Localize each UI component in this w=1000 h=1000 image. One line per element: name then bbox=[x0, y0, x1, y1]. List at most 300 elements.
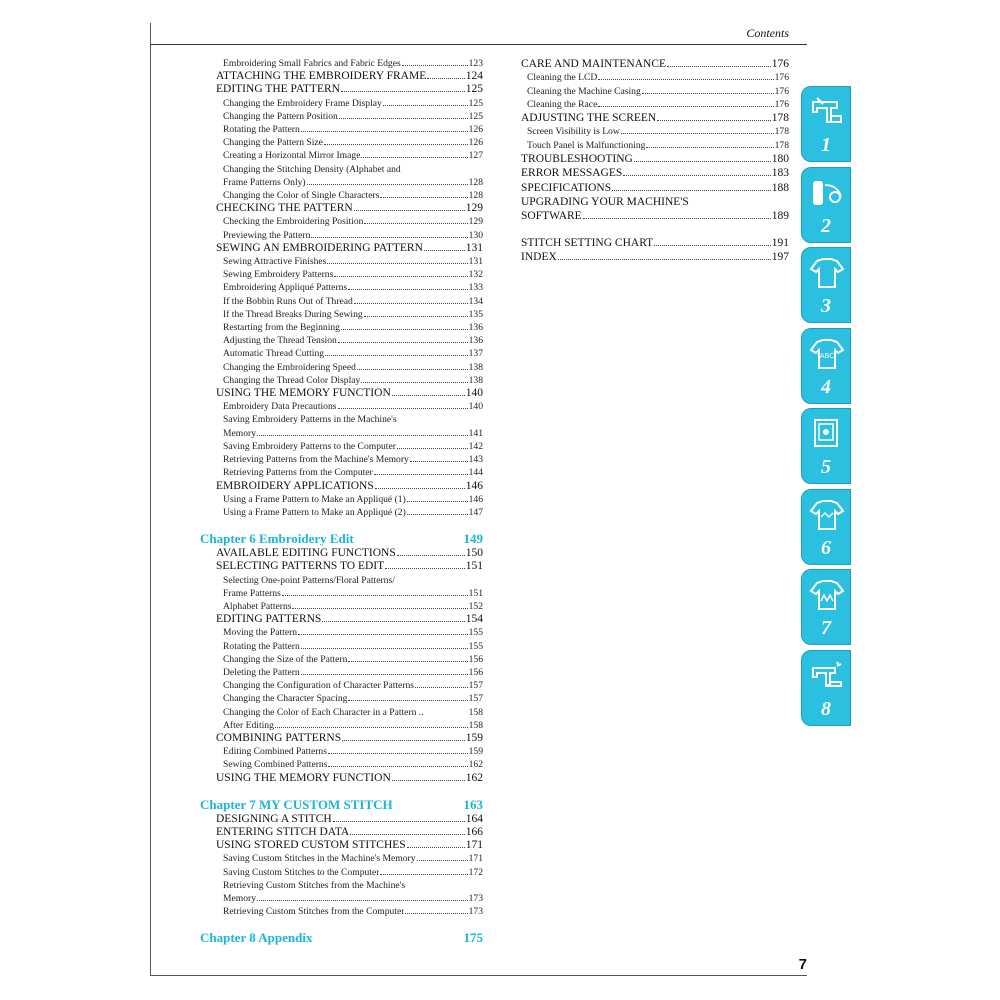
toc-entry[interactable] bbox=[200, 374, 483, 387]
toc-leader-dots bbox=[361, 382, 467, 383]
toc-leader-dots bbox=[558, 259, 771, 260]
toc-entry-page: 138 bbox=[468, 374, 483, 386]
toc-entry-page: 180 bbox=[771, 152, 789, 165]
toc-entry[interactable] bbox=[200, 347, 483, 360]
toc-entry-page: 147 bbox=[468, 506, 483, 518]
toc-entry-page: 188 bbox=[771, 181, 789, 194]
toc-entry-title: Retrieving Patterns from the Computer bbox=[223, 467, 373, 479]
toc-entry-title: Retrieving Custom Stitches from the Computer bbox=[223, 906, 405, 918]
toc-leader-dots bbox=[415, 687, 468, 688]
toc-leader-dots bbox=[257, 900, 468, 901]
toc-entry[interactable] bbox=[200, 547, 483, 560]
toc-leader-dots bbox=[342, 740, 465, 741]
toc-entry[interactable] bbox=[521, 250, 789, 264]
header-rule bbox=[151, 44, 807, 45]
toc-entry[interactable] bbox=[200, 679, 483, 692]
toc-entry-page: 156 bbox=[468, 653, 483, 665]
toc-entry[interactable] bbox=[200, 427, 483, 440]
toc-entry-title: EDITING PATTERNS bbox=[216, 613, 322, 626]
toc-entry-title: Changing the Configuration of Character Patterns bbox=[223, 680, 415, 692]
toc-entry-title: Adjusting the Thread Tension bbox=[223, 335, 337, 347]
toc-entry[interactable] bbox=[200, 600, 483, 613]
toc-entry[interactable] bbox=[200, 905, 483, 918]
toc-leader-dots bbox=[350, 834, 465, 835]
toc-entry[interactable] bbox=[200, 826, 483, 839]
toc-entry-title: If the Bobbin Runs Out of Thread bbox=[223, 295, 353, 307]
chapter-tab-number: 8 bbox=[821, 697, 831, 720]
toc-entry-title: Selecting One-point Patterns/Floral Patterns/ bbox=[223, 574, 395, 586]
toc-entry-page: 136 bbox=[468, 335, 483, 347]
toc-entry[interactable] bbox=[521, 85, 789, 98]
toc-entry-page: 125 bbox=[468, 97, 483, 109]
toc-leader-dots bbox=[646, 147, 773, 148]
toc-entry-title: Frame Patterns Only) bbox=[223, 176, 306, 188]
toc-entry-title: Changing the Color of Each Character in a Pattern .. bbox=[223, 706, 424, 718]
toc-entry[interactable] bbox=[200, 281, 483, 294]
toc-entry[interactable] bbox=[200, 123, 483, 136]
toc-leader-dots bbox=[354, 303, 468, 304]
toc-entry[interactable] bbox=[521, 236, 789, 250]
chapter-tab-2[interactable] bbox=[801, 167, 851, 243]
toc-leader-dots bbox=[301, 674, 468, 675]
toc-leader-dots bbox=[298, 634, 468, 635]
toc-entry-page: 197 bbox=[771, 251, 789, 264]
toc-entry[interactable] bbox=[200, 466, 483, 479]
toc-entry-title: ADJUSTING THE SCREEN bbox=[521, 112, 657, 125]
toc-leader-dots bbox=[364, 316, 468, 317]
toc-leader-dots bbox=[257, 435, 468, 436]
toc-entry[interactable] bbox=[200, 255, 483, 268]
toc-entry-title: After Editing bbox=[223, 719, 274, 731]
toc-entry-title: SELECTING PATTERNS TO EDIT bbox=[216, 560, 385, 573]
toc-leader-dots bbox=[364, 223, 467, 224]
toc-entry-title: ATTACHING THE EMBROIDERY FRAME bbox=[216, 70, 427, 83]
toc-entry-page: 124 bbox=[465, 70, 483, 83]
toc-entry-title: Saving Custom Stitches in the Machine's Memory bbox=[223, 853, 416, 865]
toc-leader-dots bbox=[392, 780, 465, 781]
chapter-tab-3[interactable] bbox=[801, 247, 851, 323]
toc-leader-dots bbox=[397, 555, 465, 556]
toc-entry-title: Changing the Color of Single Characters bbox=[223, 190, 380, 202]
toc-entry[interactable] bbox=[200, 692, 483, 705]
toc-entry-title: Using a Frame Pattern to Make an Appliqué (2) bbox=[223, 506, 406, 518]
toc-entry-page: 150 bbox=[465, 547, 483, 560]
toc-entry[interactable] bbox=[200, 772, 483, 785]
edit-shirt-icon bbox=[809, 497, 845, 533]
toc-entry-title: USING THE MEMORY FUNCTION bbox=[216, 387, 391, 400]
toc-entry[interactable] bbox=[200, 506, 483, 519]
toc-leader-dots bbox=[327, 263, 467, 264]
toc-entry-page: 158 bbox=[468, 706, 483, 718]
toc-leader-dots bbox=[333, 821, 465, 822]
toc-entry-title: USING STORED CUSTOM STITCHES bbox=[216, 839, 406, 852]
toc-entry[interactable] bbox=[521, 181, 789, 195]
toc-entry-title: INDEX bbox=[521, 251, 557, 264]
toc-entry-page: 178 bbox=[774, 139, 789, 151]
toc-entry-title: EDITING THE PATTERN bbox=[216, 83, 340, 96]
toc-entry-title: Cleaning the LCD bbox=[527, 72, 598, 84]
toc-entry-title: CHECKING THE PATTERN bbox=[216, 202, 353, 215]
toc-left-column bbox=[200, 57, 483, 946]
toc-entry-page: 159 bbox=[468, 746, 483, 758]
toc-entry-page: 178 bbox=[774, 126, 789, 138]
toc-entry-title: Screen Visibility is Low bbox=[527, 126, 620, 138]
toc-entry-page: 135 bbox=[468, 308, 483, 320]
toc-entry-title: Sewing Combined Patterns bbox=[223, 759, 328, 771]
toc-entry[interactable] bbox=[200, 745, 483, 758]
toc-leader-dots bbox=[424, 250, 465, 251]
toc-entry-page: 133 bbox=[468, 282, 483, 294]
toc-entry-title: Creating a Horizontal Mirror Image bbox=[223, 150, 361, 162]
toc-leader-dots bbox=[301, 648, 468, 649]
toc-entry[interactable] bbox=[521, 166, 789, 180]
toc-leader-dots bbox=[375, 488, 465, 489]
toc-leader-dots bbox=[301, 131, 468, 132]
toc-right-column bbox=[521, 57, 789, 265]
toc-entry[interactable] bbox=[200, 587, 483, 600]
toc-entry-title: UPGRADING YOUR MACHINE'S bbox=[521, 196, 689, 209]
toc-entry[interactable] bbox=[200, 839, 483, 852]
toc-entry-title: Rotating the Pattern bbox=[223, 124, 300, 136]
toc-entry-page: 171 bbox=[465, 839, 483, 852]
toc-entry[interactable] bbox=[200, 852, 483, 865]
toc-leader-dots bbox=[598, 106, 773, 107]
toc-entry[interactable] bbox=[200, 626, 483, 639]
toc-entry[interactable] bbox=[521, 111, 789, 125]
toc-entry-page: 125 bbox=[468, 110, 483, 122]
toc-entry[interactable] bbox=[200, 866, 483, 879]
toc-entry[interactable] bbox=[521, 98, 789, 111]
toc-entry-page: 130 bbox=[468, 229, 483, 241]
toc-leader-dots bbox=[322, 621, 464, 622]
toc-leader-dots bbox=[361, 157, 467, 158]
custom-stitch-shirt-icon bbox=[809, 577, 845, 613]
toc-entry-page: 127 bbox=[468, 150, 483, 162]
toc-entry[interactable] bbox=[200, 574, 483, 587]
chapter-tab-number: 1 bbox=[821, 134, 831, 156]
toc-entry-title: SEWING AN EMBROIDERING PATTERN bbox=[216, 241, 423, 254]
toc-entry-page: 191 bbox=[771, 236, 789, 249]
toc-entry-title: Memory bbox=[223, 427, 257, 439]
toc-entry-page: 183 bbox=[771, 167, 789, 180]
toc-entry[interactable] bbox=[200, 813, 483, 826]
toc-entry-title: Moving the Pattern bbox=[223, 627, 298, 639]
toc-entry-title: SPECIFICATIONS bbox=[521, 181, 612, 194]
toc-entry[interactable] bbox=[521, 125, 789, 138]
toc-entry-title: Chapter 8 Appendix bbox=[200, 930, 313, 946]
toc-entry[interactable] bbox=[200, 493, 483, 506]
toc-leader-dots bbox=[354, 210, 465, 211]
toc-entry-page: 136 bbox=[468, 322, 483, 334]
toc-leader-dots bbox=[357, 369, 468, 370]
sewing-machine-icon bbox=[809, 94, 845, 130]
toc-entry[interactable] bbox=[200, 242, 483, 255]
toc-entry-title: ENTERING STITCH DATA bbox=[216, 825, 350, 838]
toc-entry-title: Restarting from the Beginning bbox=[223, 322, 340, 334]
toc-entry-title: Changing the Size of the Pattern bbox=[223, 653, 348, 665]
toc-leader-dots bbox=[402, 65, 468, 66]
toc-entry-title: Saving Custom Stitches to the Computer bbox=[223, 866, 380, 878]
chapter-tab-6[interactable] bbox=[801, 489, 851, 565]
toc-leader-dots bbox=[667, 66, 771, 67]
toc-entry[interactable] bbox=[200, 613, 483, 626]
toc-entry-page: 123 bbox=[468, 58, 483, 69]
toc-spacer bbox=[200, 519, 483, 531]
toc-entry-title: EMBROIDERY APPLICATIONS bbox=[216, 479, 374, 492]
toc-entry-title: Frame Patterns bbox=[223, 587, 281, 599]
toc-leader-dots bbox=[325, 355, 468, 356]
toc-entry[interactable] bbox=[200, 361, 483, 374]
toc-entry-page: 126 bbox=[468, 124, 483, 136]
toc-leader-dots bbox=[341, 329, 468, 330]
toc-entry[interactable] bbox=[200, 83, 483, 96]
toc-entry-page: 151 bbox=[468, 587, 483, 599]
toc-entry[interactable] bbox=[521, 57, 789, 71]
toc-entry-page: 125 bbox=[465, 83, 483, 96]
toc-entry[interactable] bbox=[200, 892, 483, 905]
toc-entry[interactable] bbox=[521, 195, 789, 209]
toc-entry-page: 140 bbox=[468, 401, 483, 413]
toc-leader-dots bbox=[598, 79, 773, 80]
toc-entry-title: Changing the Pattern Position bbox=[223, 110, 338, 122]
toc-entry-title: Saving Embroidery Patterns in the Machine's bbox=[223, 414, 397, 426]
toc-leader-dots bbox=[407, 501, 468, 502]
toc-entry-title: If the Thread Breaks During Sewing bbox=[223, 308, 363, 320]
toc-entry[interactable] bbox=[200, 110, 483, 123]
chapter-tab-number: 4 bbox=[821, 375, 831, 398]
toc-entry-title: Changing the Thread Color Display bbox=[223, 374, 361, 386]
toc-entry[interactable] bbox=[200, 453, 483, 466]
toc-leader-dots bbox=[657, 120, 771, 121]
toc-entry[interactable] bbox=[521, 71, 789, 84]
toc-entry-title: Saving Embroidery Patterns to the Computer bbox=[223, 440, 396, 452]
toc-leader-dots bbox=[397, 448, 468, 449]
toc-entry-title: Changing the Stitching Density (Alphabet and bbox=[223, 163, 401, 175]
toc-entry[interactable] bbox=[200, 758, 483, 771]
toc-entry-page: 176 bbox=[771, 58, 789, 70]
abc-shirt-icon bbox=[809, 336, 845, 372]
toc-entry[interactable] bbox=[200, 149, 483, 162]
toc-entry[interactable] bbox=[200, 400, 483, 413]
toc-entry-title: Using a Frame Pattern to Make an Appliqué (1) bbox=[223, 493, 406, 505]
toc-chapter-heading[interactable] bbox=[200, 930, 483, 946]
toc-entry[interactable] bbox=[521, 139, 789, 152]
toc-leader-dots bbox=[339, 118, 468, 119]
toc-leader-dots bbox=[383, 105, 468, 106]
toc-entry-title: Sewing Embroidery Patterns bbox=[223, 269, 334, 281]
toc-entry-page: 162 bbox=[465, 771, 483, 784]
toc-entry-title: Automatic Thread Cutting bbox=[223, 348, 325, 360]
toc-entry-page: 131 bbox=[465, 241, 483, 254]
chapter-tab-4[interactable] bbox=[801, 328, 851, 404]
toc-leader-dots bbox=[427, 78, 465, 79]
toc-leader-dots bbox=[341, 91, 465, 92]
toc-entry-title: DESIGNING A STITCH bbox=[216, 812, 332, 825]
toc-entry[interactable] bbox=[200, 413, 483, 426]
toc-leader-dots bbox=[328, 766, 467, 767]
toc-entry-page: 134 bbox=[468, 295, 483, 307]
toc-entry-page: 166 bbox=[465, 825, 483, 838]
toc-entry-title: AVAILABLE EDITING FUNCTIONS bbox=[216, 547, 396, 560]
toc-entry[interactable] bbox=[200, 202, 483, 215]
toc-entry-title: Alphabet Patterns bbox=[223, 600, 292, 612]
toc-entry-title: Memory bbox=[223, 892, 257, 904]
toc-entry[interactable] bbox=[200, 879, 483, 892]
toc-entry[interactable] bbox=[200, 215, 483, 228]
toc-entry[interactable] bbox=[521, 209, 789, 223]
toc-entry[interactable] bbox=[200, 480, 483, 493]
toc-entry[interactable] bbox=[200, 440, 483, 453]
toc-leader-dots bbox=[380, 197, 467, 198]
toc-leader-dots bbox=[623, 175, 770, 176]
toc-entry[interactable] bbox=[200, 70, 483, 83]
toc-entry[interactable] bbox=[200, 189, 483, 202]
chapter-tab-number: 2 bbox=[821, 214, 831, 237]
chapter-tab-7[interactable] bbox=[801, 569, 851, 645]
toc-entry[interactable] bbox=[200, 295, 483, 308]
toc-entry-title: Rotating the Pattern bbox=[223, 640, 300, 652]
toc-entry-page: 126 bbox=[468, 137, 483, 149]
toc-entry-page: 164 bbox=[465, 812, 483, 825]
toc-entry-title: Embroidery Data Precautions bbox=[223, 401, 337, 413]
toc-entry-title: TROUBLESHOOTING bbox=[521, 152, 633, 165]
toc-entry[interactable] bbox=[200, 163, 483, 176]
toc-entry-title: USING THE MEMORY FUNCTION bbox=[216, 771, 391, 784]
toc-entry[interactable] bbox=[200, 268, 483, 281]
toc-leader-dots bbox=[334, 276, 467, 277]
toc-leader-dots bbox=[282, 595, 468, 596]
toc-entry[interactable] bbox=[200, 334, 483, 347]
toc-leader-dots bbox=[292, 608, 467, 609]
toc-entry-title: COMBINING PATTERNS bbox=[216, 731, 342, 744]
toc-leader-dots bbox=[410, 461, 468, 462]
toc-leader-dots bbox=[380, 874, 467, 875]
chapter-tab-8[interactable] bbox=[801, 650, 851, 726]
toc-entry-title: Changing the Pattern Size bbox=[223, 137, 323, 149]
toc-leader-dots bbox=[324, 144, 468, 145]
toc-leader-dots bbox=[634, 161, 771, 162]
toc-leader-dots bbox=[405, 913, 467, 914]
t-shirt-icon bbox=[809, 255, 845, 291]
toc-entry[interactable] bbox=[200, 176, 483, 189]
toc-entry-page: 129 bbox=[465, 202, 483, 215]
toc-entry-title: Changing the Embroidering Speed bbox=[223, 361, 356, 373]
toc-entry-page: 149 bbox=[463, 531, 483, 547]
toc-leader-dots bbox=[348, 661, 467, 662]
chapter-tab-5[interactable] bbox=[801, 408, 851, 484]
toc-entry-title: Changing the Embroidery Frame Display bbox=[223, 97, 382, 109]
toc-entry-page: 176 bbox=[774, 72, 789, 84]
toc-entry[interactable] bbox=[200, 321, 483, 334]
toc-leader-dots bbox=[407, 847, 465, 848]
toc-entry-page: 141 bbox=[468, 427, 483, 439]
toc-entry-page: 131 bbox=[468, 256, 483, 268]
toc-chapter-heading[interactable] bbox=[200, 797, 483, 813]
toc-entry-title: Cleaning the Race bbox=[527, 98, 598, 110]
toc-leader-dots bbox=[392, 395, 465, 396]
toc-entry-title: Previewing the Pattern bbox=[223, 229, 311, 241]
toc-entry[interactable] bbox=[521, 152, 789, 166]
toc-leader-dots bbox=[583, 218, 771, 219]
toc-entry-page: 171 bbox=[468, 853, 483, 865]
toc-entry[interactable] bbox=[200, 732, 483, 745]
toc-entry[interactable] bbox=[200, 719, 483, 732]
toc-entry-title: Retrieving Patterns from the Machine's Memory bbox=[223, 454, 409, 466]
toc-entry[interactable] bbox=[200, 640, 483, 653]
toc-leader-dots bbox=[654, 245, 771, 246]
toc-leader-dots bbox=[307, 184, 468, 185]
toc-entry[interactable] bbox=[200, 136, 483, 149]
toc-entry-page: 155 bbox=[468, 640, 483, 652]
toc-entry[interactable] bbox=[200, 653, 483, 666]
toc-entry-page: 137 bbox=[468, 348, 483, 360]
toc-entry-title: Deleting the Pattern bbox=[223, 666, 300, 678]
toc-entry-page: 176 bbox=[774, 85, 789, 97]
toc-entry-title: Checking the Embroidering Position bbox=[223, 216, 364, 228]
toc-entry-page: 178 bbox=[771, 112, 789, 125]
chapter-tab-number: 5 bbox=[821, 456, 831, 478]
chapter-tab-1[interactable] bbox=[801, 86, 851, 162]
toc-entry-title: STITCH SETTING CHART bbox=[521, 236, 654, 249]
toc-entry-title: Editing Combined Patterns bbox=[223, 746, 327, 758]
toc-entry-title: Retrieving Custom Stitches from the Machine's bbox=[223, 879, 406, 891]
toc-entry[interactable] bbox=[200, 97, 483, 110]
toc-entry-page: 173 bbox=[468, 892, 483, 904]
toc-spacer bbox=[200, 918, 483, 930]
toc-entry[interactable] bbox=[200, 308, 483, 321]
toc-entry-page: 129 bbox=[468, 216, 483, 228]
toc-entry[interactable] bbox=[200, 57, 483, 70]
toc-entry-title: Embroidering Small Fabrics and Fabric Edges bbox=[223, 58, 401, 69]
toc-entry-page: 173 bbox=[468, 906, 483, 918]
toc-chapter-heading[interactable] bbox=[200, 531, 483, 547]
toc-entry-page: 189 bbox=[771, 210, 789, 223]
toc-entry[interactable] bbox=[200, 560, 483, 573]
toc-entry-page: 172 bbox=[468, 866, 483, 878]
toc-entry[interactable] bbox=[200, 706, 483, 719]
toc-entry[interactable] bbox=[200, 666, 483, 679]
toc-leader-dots bbox=[338, 342, 468, 343]
toc-entry-page: 128 bbox=[468, 190, 483, 202]
toc-entry-page: 143 bbox=[468, 454, 483, 466]
toc-entry-title: Chapter 6 Embroidery Edit bbox=[200, 531, 354, 547]
toc-entry-page: 132 bbox=[468, 269, 483, 281]
toc-entry-page: 151 bbox=[465, 560, 483, 573]
toc-entry-title: CARE AND MAINTENANCE bbox=[521, 58, 667, 70]
toc-entry-title: Sewing Attractive Finishes bbox=[223, 256, 327, 268]
toc-entry-page: 138 bbox=[468, 361, 483, 373]
toc-entry-title: ERROR MESSAGES bbox=[521, 167, 623, 180]
toc-entry-title: Embroidering Appliqué Patterns bbox=[223, 282, 348, 294]
toc-entry-title: SOFTWARE bbox=[521, 210, 582, 223]
chapter-tab-number: 3 bbox=[821, 295, 831, 317]
toc-entry-page: 128 bbox=[468, 176, 483, 188]
toc-leader-dots bbox=[385, 568, 465, 569]
toc-entry-page: 175 bbox=[463, 930, 483, 946]
toc-entry-title: Cleaning the Machine Casing bbox=[527, 85, 641, 97]
toc-entry-page: 154 bbox=[465, 613, 483, 626]
toc-entry[interactable] bbox=[200, 229, 483, 242]
toc-entry-title: Touch Panel is Malfunctioning bbox=[527, 139, 646, 151]
toc-entry-page: 163 bbox=[463, 796, 483, 812]
thread-spool-icon bbox=[809, 175, 845, 211]
toc-entry[interactable] bbox=[200, 387, 483, 400]
toc-entry-page: 176 bbox=[774, 98, 789, 110]
chapter-tab-number: 6 bbox=[821, 536, 831, 559]
toc-entry-page: 157 bbox=[468, 680, 483, 692]
toc-spacer bbox=[200, 785, 483, 797]
running-head: Contents bbox=[746, 26, 789, 40]
